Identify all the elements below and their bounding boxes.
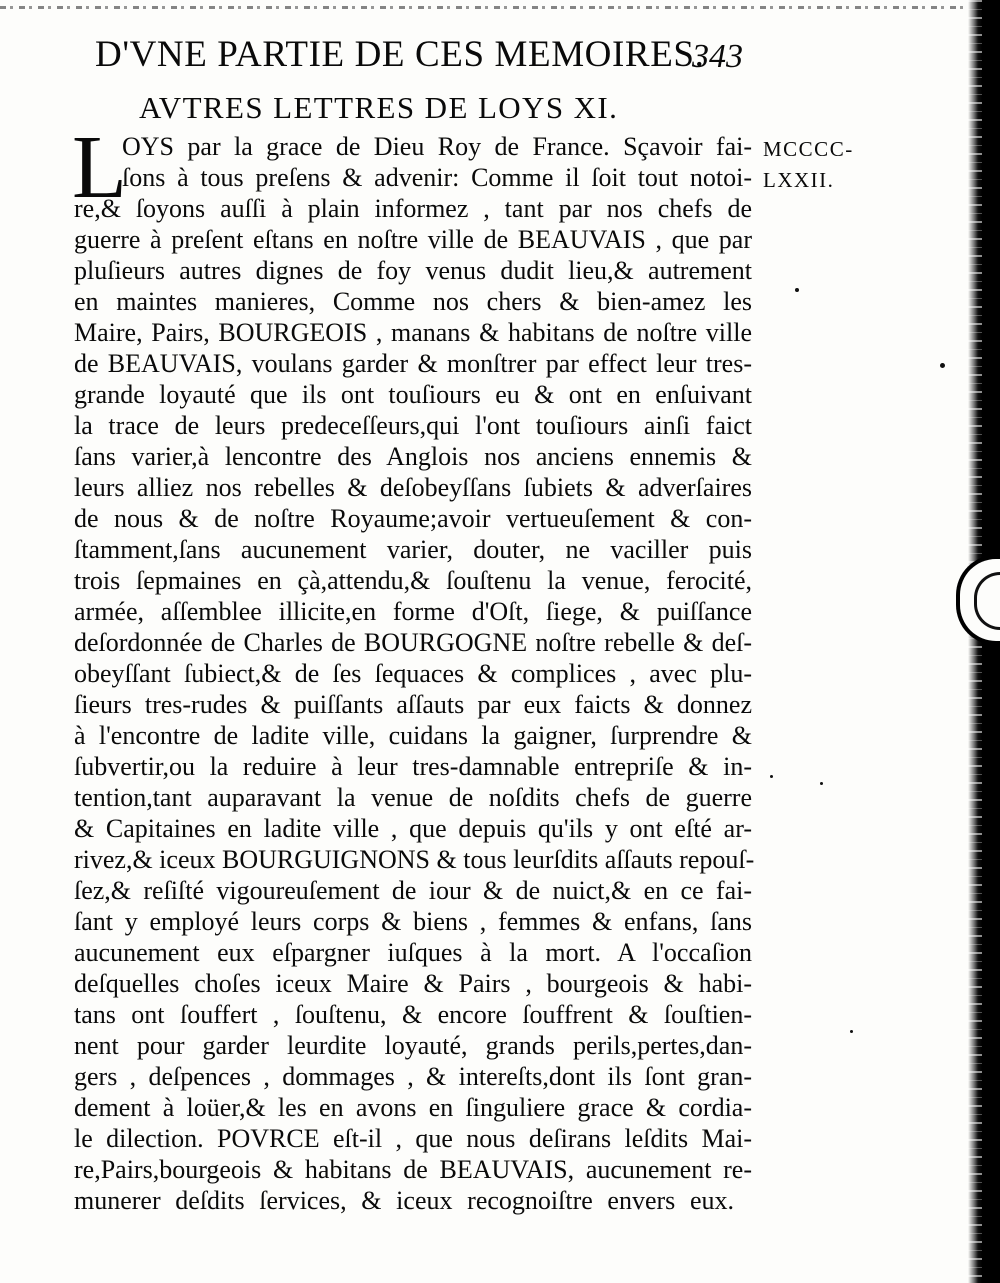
text-line: Maire, Pairs, BOURGEOIS , manans & habitans de noſtre ville [74,318,752,347]
text-line: OYS par la grace de Dieu Roy de France. Sçavoir fai- [122,132,752,161]
text-line: rivez,& iceux BOURGUIGNONS & tous leurſdits aſſauts repouſ- [74,845,755,874]
text-line: guerre à preſent eſtans en noſtre ville de BEAUVAIS , que par [74,225,752,254]
margin-note-year: MCCCC- [763,137,854,161]
running-head [95,30,755,80]
text-line: tention,tant auparavant la venue de noſdits chefs de guerre [74,783,752,812]
text-line: munerer deſdits ſervices, & iceux recognoiſtre envers eux. [74,1186,734,1215]
section-title: AVTRES LETTRES DE LOYS XI. [139,90,619,125]
ink-speck [940,363,945,368]
text-line: gers , deſpences , dommages , & intereſts,dont ils ſont gran- [74,1062,752,1091]
drop-cap: L [72,118,127,217]
text-line: le dilection. POVRCE eſt-il , que nous deſirans leſdits Mai- [74,1124,752,1153]
text-line: obeyſſant ſubiect,& de ſes ſequaces & complices , avec plu- [74,659,752,688]
text-line: tans ont ſouffert , ſouſtenu, & encore ſouffrent & ſouſtien- [74,1000,752,1029]
text-line: ſons à tous preſens & advenir: Comme il ſoit tout notoi- [122,163,752,192]
text-line: aucunement eux eſpargner iuſques à la mort. A l'occaſion [74,938,752,967]
text-line: de BEAUVAIS, voulans garder & monſtrer par effect leur tres- [74,349,752,378]
text-line: pluſieurs autres dignes de foy venus dudit lieu,& autrement [74,256,752,285]
text-line: à l'encontre de ladite ville, cuidans la gaigner, ſurprendre & [74,721,752,750]
text-line: armée, aſſemblee illicite,en forme d'Oſt, ſiege, & puiſſance [74,597,752,626]
text-line: leurs alliez nos rebelles & deſobeyſſans ſubiets & adverſaires [74,473,752,502]
text-line: ſubvertir,ou la reduire à leur tres-damnable entrepriſe & in- [74,752,752,781]
text-line: ſez,& reſiſté vigoureuſement de iour & de nuict,& en ce fai- [74,876,752,905]
text-line: deſquelles choſes iceux Maire & Pairs , bourgeois & habi- [74,969,752,998]
text-line: nent pour garder leurdite loyauté, grands perils,pertes,dan- [74,1031,752,1060]
text-line: re,Pairs,bourgeois & habitans de BEAUVAIS, aucunement re- [74,1155,752,1184]
text-line: re,& ſoyons auſſi à plain informez , tant par nos chefs de [74,194,752,223]
text-line: dement à loüer,& les en avons en ſinguliere grace & cordia- [74,1093,752,1122]
text-line: deſordonnée de Charles de BOURGOGNE noſtre rebelle & deſ- [74,628,752,657]
ink-speck [850,1030,853,1033]
text-line: grande loyauté que ils ont touſiours eu & ont en enſuivant [74,380,752,409]
text-line: ſtamment,ſans aucunement varier, douter, ne vaciller puis [74,535,752,564]
ink-speck [820,782,823,785]
ink-speck [795,288,799,292]
text-line: de nous & de noſtre Royaume;avoir vertueuſement & con- [74,504,752,533]
margin-note-year: LXXII. [763,168,835,192]
top-scan-edge [0,6,1000,9]
text-line: ſans varier,à lencontre des Anglois nos anciens ennemis & [74,442,752,471]
text-line: ſieurs tres-rudes & puiſſants aſſauts par eux faicts & donnez [74,690,752,719]
page-number: 343 [692,38,743,75]
text-line: en maintes manieres, Comme nos chers & bien-amez les [74,287,752,316]
ink-speck [770,775,773,778]
text-line: trois ſepmaines en çà,attendu,& ſouſtenu la venue, ferocité, [74,566,752,595]
text-line: & Capitaines en ladite ville , que depuis qu'ils y ont eſté ar- [74,814,752,843]
text-line: la trace de leurs predeceſſeurs,qui l'ont touſiours ainſi faict [74,411,752,440]
text-line: ſant y employé leurs corps & biens , femmes & enfans, ſans [74,907,752,936]
running-title: D'VNE PARTIE DE CES MEMOIRES. [95,34,705,75]
